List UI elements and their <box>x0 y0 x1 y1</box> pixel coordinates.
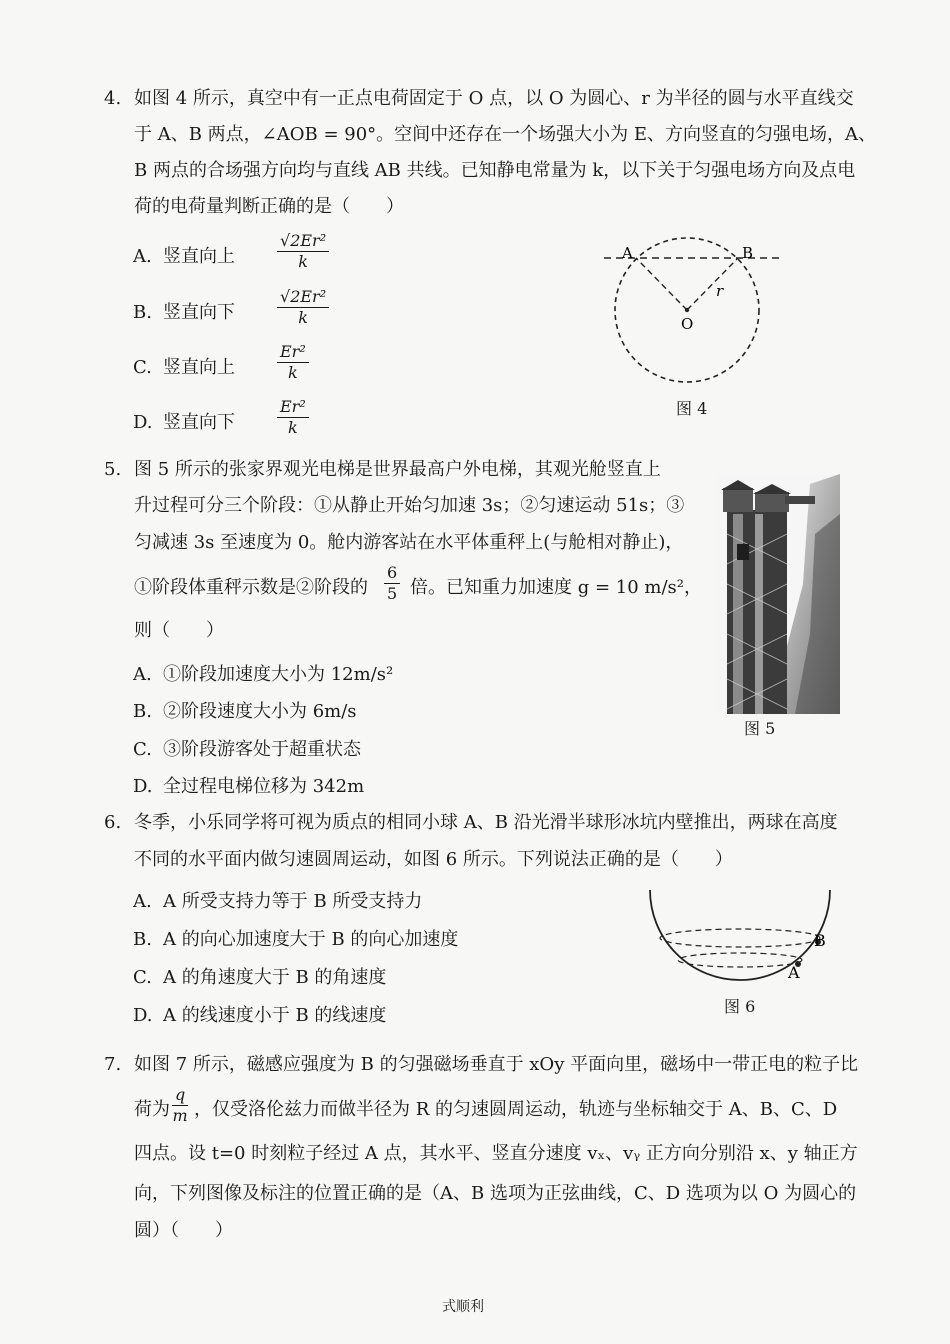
q5-option-c[interactable] <box>133 737 361 763</box>
q6-stem-line1: 冬季，小乐同学将可视为质点的相同小球 A、B 沿光滑半球形冰坑内壁推出，两球在高度 <box>134 812 838 833</box>
fig4-label-r: r <box>716 282 724 300</box>
q4-option-c-denominator: k <box>288 363 298 382</box>
q4-number: 4. <box>104 88 122 109</box>
q4-option-c-numerator: Er² <box>277 343 309 363</box>
q5-fraction-denominator: 5 <box>387 584 398 603</box>
fig5-caption: 图 5 <box>744 719 776 738</box>
q6-number: 6. <box>104 812 122 833</box>
q5-option-b-text: ②阶段速度大小为 6m/s <box>163 701 357 722</box>
q4-stem-line2: 于 A、B 两点，∠AOB = 90°。空间中还存在一个场强大小为 E、方向竖直的匀强电场，A、 <box>134 124 877 145</box>
q6-option-c-text: A 的角速度大于 B 的角速度 <box>163 967 387 988</box>
q4-option-a-fraction <box>277 232 329 271</box>
q5-option-d-label: D. <box>133 776 153 797</box>
fig5-cabin <box>737 544 749 560</box>
q5-option-a-label: A. <box>133 664 152 685</box>
q4-option-b-numerator: √2Er² <box>277 288 329 308</box>
fig5-top-building-right <box>755 492 789 512</box>
q4-option-c-label: C. <box>133 357 152 378</box>
q5-option-d-text: 全过程电梯位移为 342m <box>163 776 365 797</box>
q4-stem-line4: 荷的电荷量判断正确的是（ ） <box>134 196 404 217</box>
q5-option-a-text: ①阶段加速度大小为 12m/s² <box>163 664 394 685</box>
q5-stem-line1: 图 5 所示的张家界观光电梯是世界最高户外电梯，其观光舱竖直上 <box>134 459 661 480</box>
q4-option-a-denominator: k <box>298 252 308 271</box>
q4-option-d-text: 竖直向下 <box>163 412 235 433</box>
fig4-label-b: B <box>742 244 754 262</box>
q5-stem-line4a: ①阶段体重秤示数是②阶段的 <box>134 577 368 598</box>
fig5-top-building-left <box>723 488 753 512</box>
q4-option-b-label: B. <box>133 302 152 323</box>
q6-option-c-label: C. <box>133 967 152 988</box>
fig6-label-b: B <box>814 931 826 950</box>
q4-option-a-numerator: √2Er² <box>277 232 329 252</box>
q5-option-c-text: ③阶段游客处于超重状态 <box>163 739 361 760</box>
q5-fraction-numerator: 6 <box>384 564 400 584</box>
q7-stem-line2a: 荷为 <box>134 1099 170 1120</box>
fig4-label-a: A <box>622 244 633 262</box>
fig4-point-o <box>685 308 689 312</box>
q6-option-c[interactable] <box>133 965 386 991</box>
figure-6 <box>640 886 840 990</box>
q6-option-d-text: A 的线速度小于 B 的线速度 <box>163 1005 387 1026</box>
q7-stem-line5: 圆）（ ） <box>134 1220 233 1241</box>
q4-option-c-fraction <box>277 343 309 382</box>
q5-stem-line2: 升过程可分三个阶段：①从静止开始匀加速 3s；②匀速运动 51s；③ <box>134 495 685 516</box>
q4-option-c[interactable] <box>133 355 235 381</box>
q4-option-d-numerator: Er² <box>277 398 309 418</box>
footer-text: 式顺利 <box>442 1299 484 1315</box>
q5-option-b-label: B. <box>133 701 152 722</box>
q4-option-a-text: 竖直向上 <box>163 246 235 267</box>
q4-stem-line3: B 两点的合场强方向均与直线 AB 共线。已知静电常量为 k，以下关于匀强电场方向及点电 <box>134 160 856 181</box>
q4-option-d-label: D. <box>133 412 153 433</box>
q5-option-d[interactable] <box>133 774 364 800</box>
q4-option-b[interactable] <box>133 300 235 326</box>
q4-option-a-label: A. <box>133 246 152 267</box>
q6-option-d-label: D. <box>133 1005 153 1026</box>
fig5-bridge <box>785 496 815 504</box>
q6-option-a-text: A 所受支持力等于 B 所受支持力 <box>163 891 423 912</box>
q7-fraction-numerator: q <box>172 1086 188 1106</box>
q6-option-a-label: A. <box>133 891 152 912</box>
q6-option-d[interactable] <box>133 1003 386 1029</box>
q7-stem-line3: 四点。设 t=0 时刻粒子经过 A 点，其水平、竖直分速度 vₓ、vᵧ 正方向分别沿 x、y 轴正方 <box>134 1143 858 1164</box>
q6-option-b[interactable] <box>133 927 458 953</box>
q5-option-b[interactable] <box>133 699 357 725</box>
q5-fraction <box>384 564 400 603</box>
q4-option-d[interactable] <box>133 410 235 436</box>
q4-option-d-denominator: k <box>288 418 298 437</box>
q5-stem-line4b: 倍。已知重力加速度 g = 10 m/s²， <box>410 577 702 598</box>
q4-option-b-text: 竖直向下 <box>163 302 235 323</box>
q4-option-a[interactable] <box>133 244 235 270</box>
q5-stem-line5: 则（ ） <box>134 620 224 641</box>
fig4-radius-ob <box>687 258 738 310</box>
q6-option-a[interactable] <box>133 889 422 915</box>
q4-option-d-fraction <box>277 398 309 437</box>
q5-number: 5. <box>104 459 122 480</box>
q4-option-c-text: 竖直向上 <box>163 357 235 378</box>
q7-stem-line2b: ，仅受洛伦兹力而做半径为 R 的匀速圆周运动，轨迹与坐标轴交于 A、B、C、D <box>194 1099 838 1120</box>
q4-stem-line1: 如图 4 所示，真空中有一正点电荷固定于 O 点，以 O 为圆心、r 为半径的圆与水平直线交 <box>134 88 854 109</box>
q6-option-b-label: B. <box>133 929 152 950</box>
q4-option-b-fraction <box>277 288 329 327</box>
figure-5-elevator-illustration <box>715 474 840 714</box>
fig5-tower-highlight-2 <box>755 514 763 714</box>
q6-stem-line2: 不同的水平面内做匀速圆周运动，如图 6 所示。下列说法正确的是（ ） <box>134 849 733 870</box>
fig4-caption: 图 4 <box>676 399 708 418</box>
q7-number: 7. <box>104 1054 122 1075</box>
q4-option-b-denominator: k <box>298 308 308 327</box>
fig4-radius-oa <box>636 258 687 310</box>
q6-option-b-text: A 的向心加速度大于 B 的向心加速度 <box>163 929 459 950</box>
q5-option-a[interactable] <box>133 662 393 688</box>
q5-stem-line3: 匀减速 3s 至速度为 0。舱内游客站在水平体重秤上(与舱相对静止)， <box>134 532 684 553</box>
fig6-label-a: A <box>788 963 800 982</box>
q5-option-c-label: C. <box>133 739 152 760</box>
fig6-orbit-a <box>678 953 802 967</box>
fig6-orbit-b <box>660 929 820 947</box>
q7-stem-line4: 向，下列图像及标注的位置正确的是（A、B 选项为正弦曲线，C、D 选项为以 O 为圆心的 <box>134 1183 857 1204</box>
fig4-label-o: O <box>681 315 694 333</box>
fig6-caption: 图 6 <box>724 997 756 1016</box>
q7-fraction <box>172 1086 188 1125</box>
q7-fraction-denominator: m <box>172 1106 188 1125</box>
q7-stem-line1: 如图 7 所示，磁感应强度为 B 的匀强磁场垂直于 xOy 平面向里，磁场中一带正电的粒子比 <box>134 1054 859 1075</box>
